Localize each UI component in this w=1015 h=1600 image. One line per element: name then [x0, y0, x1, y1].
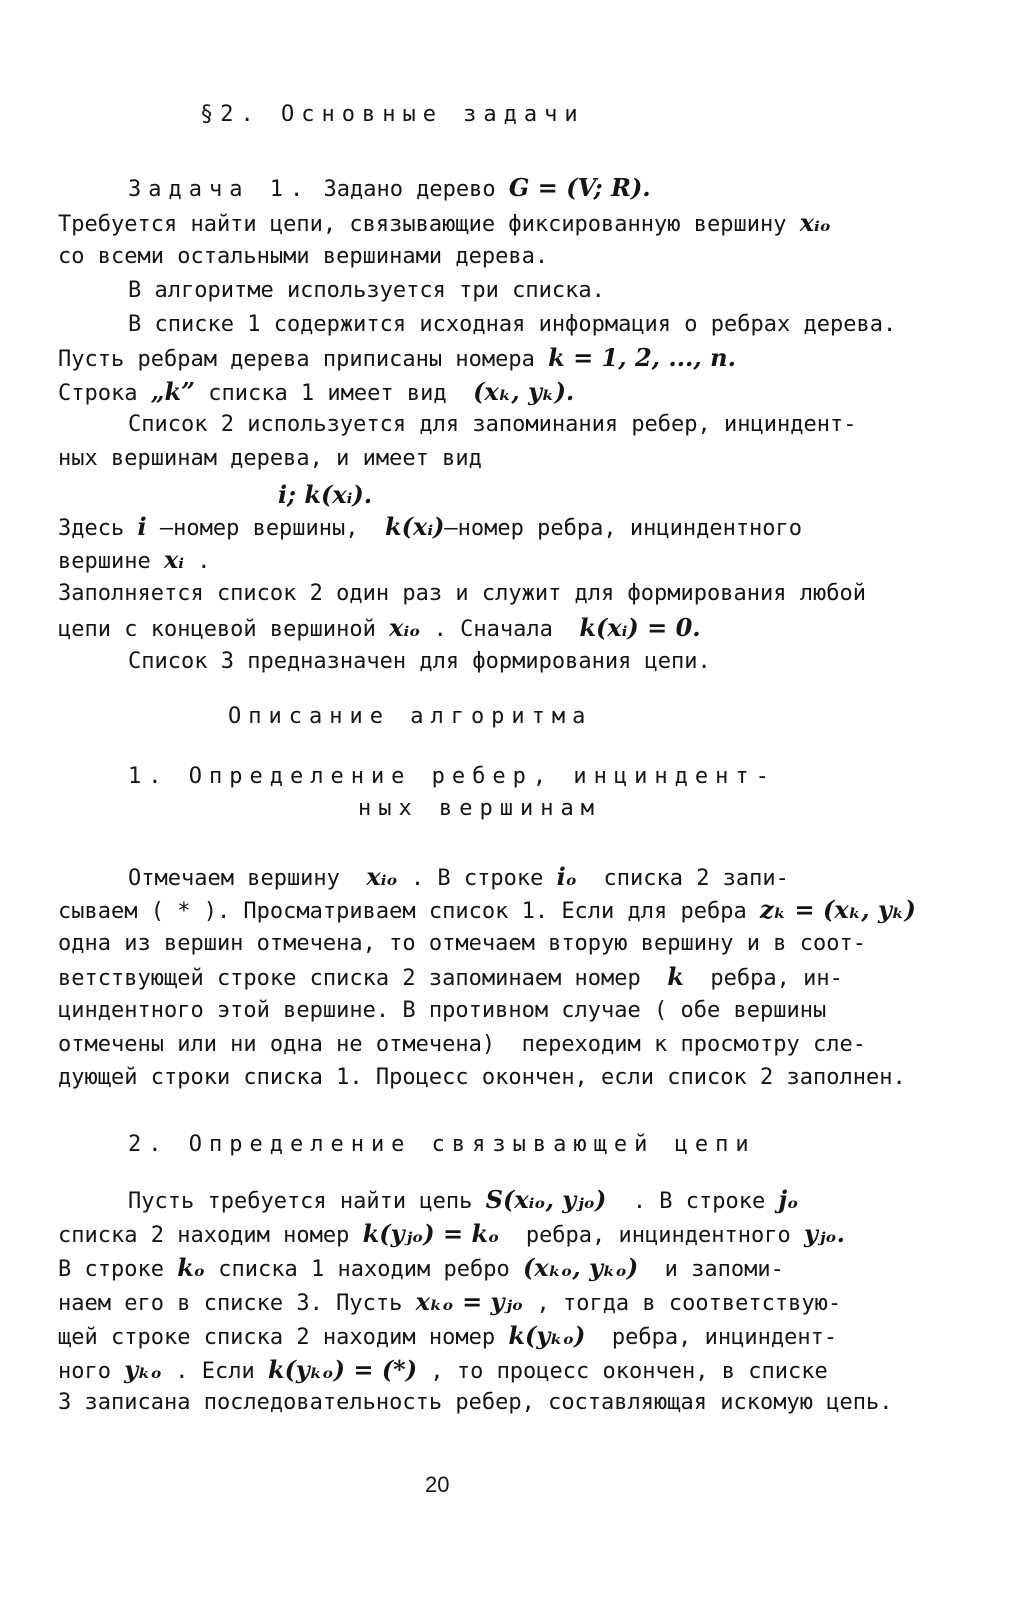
text-span: , то процесс окончен, в списке — [417, 1359, 828, 1384]
formula: xᵢₒ — [799, 208, 831, 237]
formula: yⱼₒ. — [803, 1219, 846, 1248]
text-span: Отмечаем вершину — [128, 866, 367, 891]
text-line: 3 записана последовательность ребер, составляющая искомую цепь. — [58, 1390, 893, 1415]
text-span: цепи с концевой вершиной — [58, 617, 390, 642]
formula: k(yₖₒ) = (*) — [267, 1355, 418, 1384]
formula: xₖₒ = yⱼₒ — [415, 1287, 524, 1316]
text-line: отмечены или ни одна не отмечена) переходим к просмотру сле- — [58, 1032, 866, 1057]
text-span: ветствующей строке списка 2 запоминаем номер — [58, 966, 668, 991]
text-line: В списке 1 содержится исходная информация о ребрах дерева. — [128, 312, 897, 337]
text-span: –номер ребра, инциндентного — [444, 516, 803, 541]
formula: (xₖₒ, yₖₒ) — [522, 1253, 639, 1282]
formula-list2: i; k(xᵢ). — [278, 480, 373, 509]
formula: xᵢ — [163, 545, 185, 574]
task-intro: Задано дерево — [310, 177, 496, 202]
formula-tree: G = (V; R). — [508, 173, 651, 202]
subheading-2: 2. Определение связывающей цепи — [128, 1132, 756, 1157]
formula: (xₖ, yₖ). — [473, 377, 575, 406]
text-span: Здесь — [58, 516, 138, 541]
formula: jₒ — [778, 1185, 799, 1214]
task-label: Задача 1. — [128, 177, 311, 202]
text-span: , тогда в соответствую- — [523, 1291, 842, 1316]
page-number: 20 — [425, 1472, 450, 1497]
formula: „k” — [150, 377, 195, 406]
formula: k — [667, 962, 684, 991]
text-line — [58, 962, 843, 994]
text-span: Пусть требуется найти цепь — [128, 1189, 486, 1214]
text-span: наем его в списке 3. Пусть — [58, 1291, 416, 1316]
text-line: Список 3 предназначен для формирования цепи. — [128, 649, 711, 674]
formula: i — [137, 512, 147, 541]
text-line: циндентного этой вершине. В противном случае ( обе вершины — [58, 998, 827, 1023]
text-line — [58, 895, 916, 927]
text-span: ребра, инциндент- — [585, 1325, 838, 1350]
formula: S(xᵢₒ, yⱼₒ) — [485, 1185, 607, 1214]
formula: iₒ — [556, 862, 577, 891]
text-span: ного — [58, 1359, 125, 1384]
algorithm-heading: Описание алгоритма — [228, 704, 593, 729]
text-span: щей строке списка 2 находим номер — [58, 1325, 509, 1350]
text-line — [58, 377, 574, 409]
subheading-1-line2: ных вершинам — [358, 796, 601, 821]
text-span: списка 2 находим номер — [58, 1223, 363, 1248]
text-line — [128, 1185, 798, 1217]
text-line — [58, 1355, 828, 1387]
text-line: дующей строки списка 1. Процесс окончен, если список 2 заполнен. — [58, 1065, 906, 1090]
text-line: Список 2 используется для запоминания ребер, инциндент- — [128, 412, 857, 437]
text-span: ребра, инциндентного — [499, 1223, 804, 1248]
text-line: Заполняется список 2 один раз и служит для формирования любой — [58, 581, 866, 606]
text-span: В строке — [58, 1257, 178, 1282]
text-span: списка 2 запи- — [576, 866, 789, 891]
text-span: вершине — [58, 549, 151, 574]
text-line: ных вершинам дерева, и имеет вид — [58, 446, 482, 471]
formula: k(xᵢ) — [385, 512, 445, 541]
text-span: сываем ( * ). Просматриваем список 1. Если для ребра — [58, 899, 747, 924]
formula: xᵢₒ — [389, 613, 421, 642]
text-line — [58, 1253, 784, 1285]
text-span: . — [184, 549, 211, 574]
text-span: . Сначала — [420, 617, 580, 642]
formula: k(yₖₒ) — [508, 1321, 586, 1350]
text-line: со всеми остальными вершинами дерева. — [58, 244, 549, 269]
subheading-1-line1: 1. Определение ребер, инциндент- — [128, 764, 776, 789]
text-line — [58, 512, 802, 544]
text-line — [58, 208, 831, 240]
text-span: . В строке — [397, 866, 557, 891]
text-span: –номер вершины, — [146, 516, 386, 541]
text-line — [58, 343, 736, 375]
text-span: Пусть ребрам дерева приписаны номера — [58, 347, 535, 372]
formula: xᵢₒ — [366, 862, 398, 891]
formula: kₒ — [177, 1253, 206, 1282]
formula: zₖ = (xₖ, yₖ) — [760, 895, 916, 924]
formula: k(yⱼₒ) = kₒ — [362, 1219, 500, 1248]
text-span: ребра, ин- — [683, 966, 843, 991]
text-span: и запоми- — [638, 1257, 784, 1282]
text-span: . В строке — [606, 1189, 779, 1214]
text-line — [58, 545, 211, 577]
text-span: Требуется найти цепи, связывающие фиксированную вершину — [58, 212, 787, 237]
formula: k(xᵢ) = 0. — [579, 613, 701, 642]
task-line — [128, 173, 651, 205]
formula: k = 1, 2, ..., n. — [548, 343, 736, 372]
text-span: списка 1 находим ребро — [205, 1257, 523, 1282]
text-line — [58, 1287, 841, 1319]
text-line — [128, 862, 789, 894]
text-line: В алгоритме используется три списка. — [128, 278, 605, 303]
text-span: списка 1 имеет вид — [194, 381, 474, 406]
text-line — [58, 1321, 837, 1353]
text-line — [58, 613, 701, 645]
text-span: Строка — [58, 381, 151, 406]
formula: yₖₒ — [124, 1355, 162, 1384]
section-title: §2. Основные задачи — [200, 102, 585, 127]
text-span: . Если — [161, 1359, 268, 1384]
text-line: одна из вершин отмечена, то отмечаем вторую вершину и в соот- — [58, 931, 866, 956]
text-line — [58, 1219, 845, 1251]
